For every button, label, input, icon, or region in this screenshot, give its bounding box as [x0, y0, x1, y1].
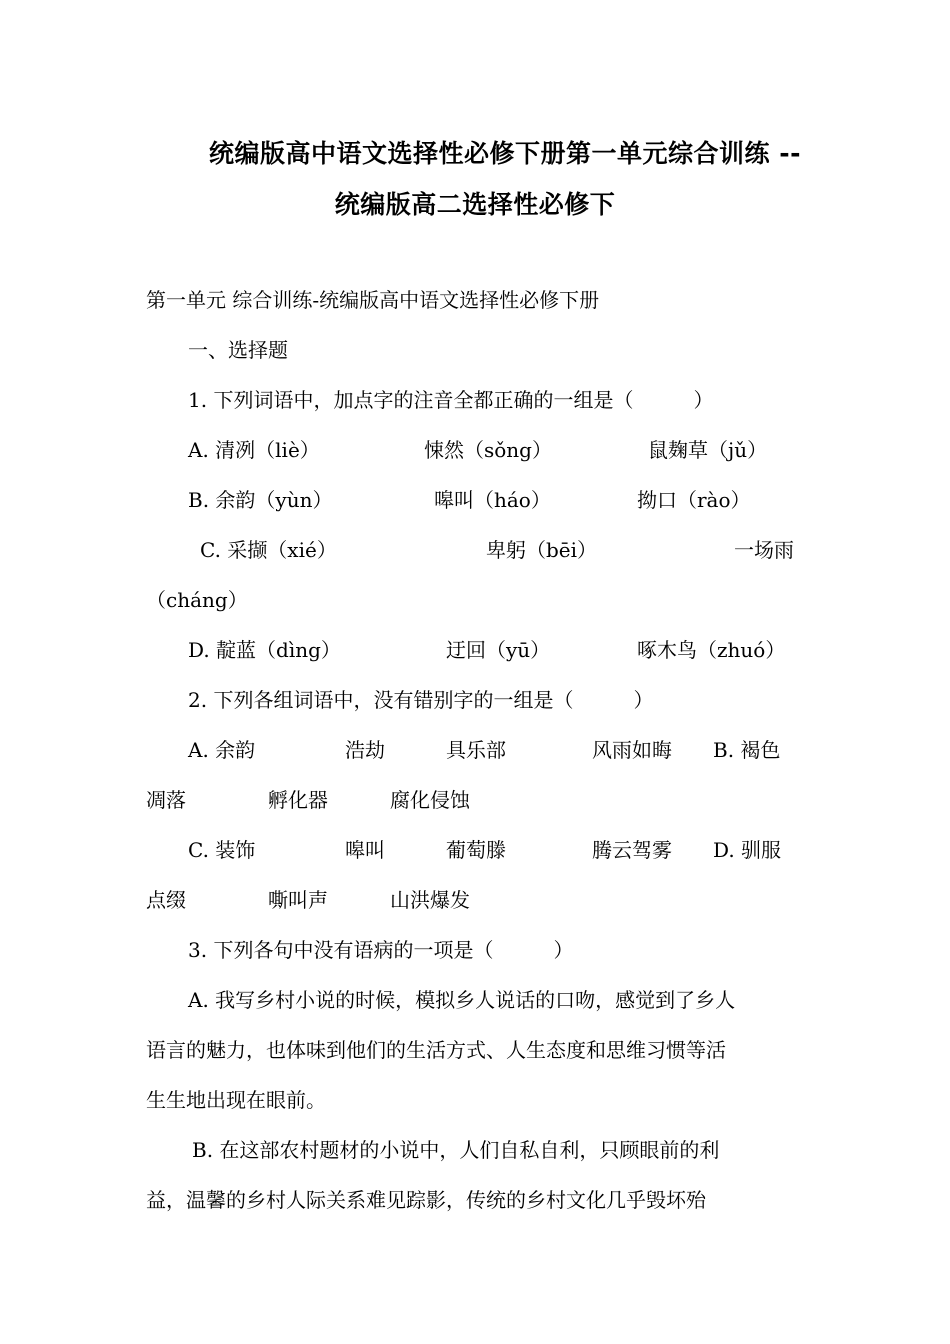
option-d-item-1: D. 靛蓝（dìng） [188, 638, 341, 662]
option-d-item-2: 迂回（yū） [446, 638, 551, 662]
question-1-option-b [0, 485, 950, 515]
option-c-item-3: 一场雨 [734, 538, 794, 562]
question-1-option-c [0, 535, 950, 565]
option-b-word-3: 孵化器 [268, 788, 328, 812]
option-b-item-1: B. 余韵（yùn） [188, 488, 333, 512]
option-a-word-2: 浩劫 [345, 738, 385, 762]
option-c-word-1: C. 装饰 [188, 838, 256, 862]
option-c-word-3: 葡萄滕 [446, 838, 506, 862]
option-b-word-4: 腐化侵蚀 [390, 788, 470, 812]
option-a-word-3: 具乐部 [446, 738, 506, 762]
unit-heading: 第一单元 综合训练-统编版高中语文选择性必修下册 [146, 288, 600, 312]
option-b-word-2: 凋落 [146, 788, 186, 812]
question-3-option-b-line-1: B. 在这部农村题材的小说中，人们自私自利，只顾眼前的利 [192, 1138, 720, 1162]
question-1-option-d [0, 635, 950, 665]
question-3-option-a-line-1: A. 我写乡村小说的时候，模拟乡人说话的口吻，感觉到了乡人 [188, 988, 736, 1012]
option-d-word-4: 山洪爆发 [390, 888, 470, 912]
question-3-option-a-line-3: 生生地出现在眼前。 [146, 1088, 326, 1112]
question-3-option-b-line-2: 益，温馨的乡村人际关系难见踪影，传统的乡村文化几乎毁坏殆 [146, 1188, 706, 1212]
question-2-stem: 2. 下列各组词语中，没有错别字的一组是（ ） [188, 688, 654, 712]
section-heading-choice: 一、选择题 [188, 338, 288, 362]
option-c-word-4: 腾云驾雾 [592, 838, 672, 862]
question-2-options-c-d [0, 835, 950, 865]
option-c-item-1: C. 采撷（xié） [200, 538, 337, 562]
question-2-option-d-continued [0, 885, 950, 915]
question-2-options-a-b [0, 735, 950, 765]
option-d-word-3: 嘶叫声 [268, 888, 328, 912]
option-c-item-2: 卑躬（bēi） [486, 538, 598, 562]
option-a-word-1: A. 余韵 [188, 738, 256, 762]
option-a-word-4: 风雨如晦 [592, 738, 672, 762]
option-b-item-2: 嗥叫（háo） [434, 488, 551, 512]
option-d-word-2: 点缀 [146, 888, 186, 912]
option-a-item-1: A. 清冽（liè） [188, 438, 320, 462]
option-a-item-3: 鼠麹草（jǔ） [648, 438, 768, 462]
option-d-item-3: 啄木鸟（zhuó） [637, 638, 786, 662]
question-2-option-b-continued [0, 785, 950, 815]
document-title-line-1: 统编版高中语文选择性必修下册第一单元综合训练 -- [209, 139, 801, 168]
option-a-item-2: 悚然（sǒng） [424, 438, 552, 462]
option-c-word-2: 嗥叫 [345, 838, 385, 862]
question-3-option-a-line-2: 语言的魅力，也体味到他们的生活方式、人生态度和思维习惯等活 [146, 1038, 726, 1062]
question-1-option-c-continued: （cháng） [146, 588, 248, 612]
document-title-line-2: 统编版高二选择性必修下 [334, 190, 616, 219]
option-d-word-1: D. 驯服 [713, 838, 782, 862]
question-3-stem: 3. 下列各句中没有语病的一项是（ ） [188, 938, 574, 962]
question-1-option-a [0, 435, 950, 465]
question-1-stem: 1. 下列词语中，加点字的注音全都正确的一组是（ ） [188, 388, 714, 412]
option-b-word-1: B. 褐色 [713, 738, 781, 762]
option-b-item-3: 拗口（rào） [637, 488, 751, 512]
